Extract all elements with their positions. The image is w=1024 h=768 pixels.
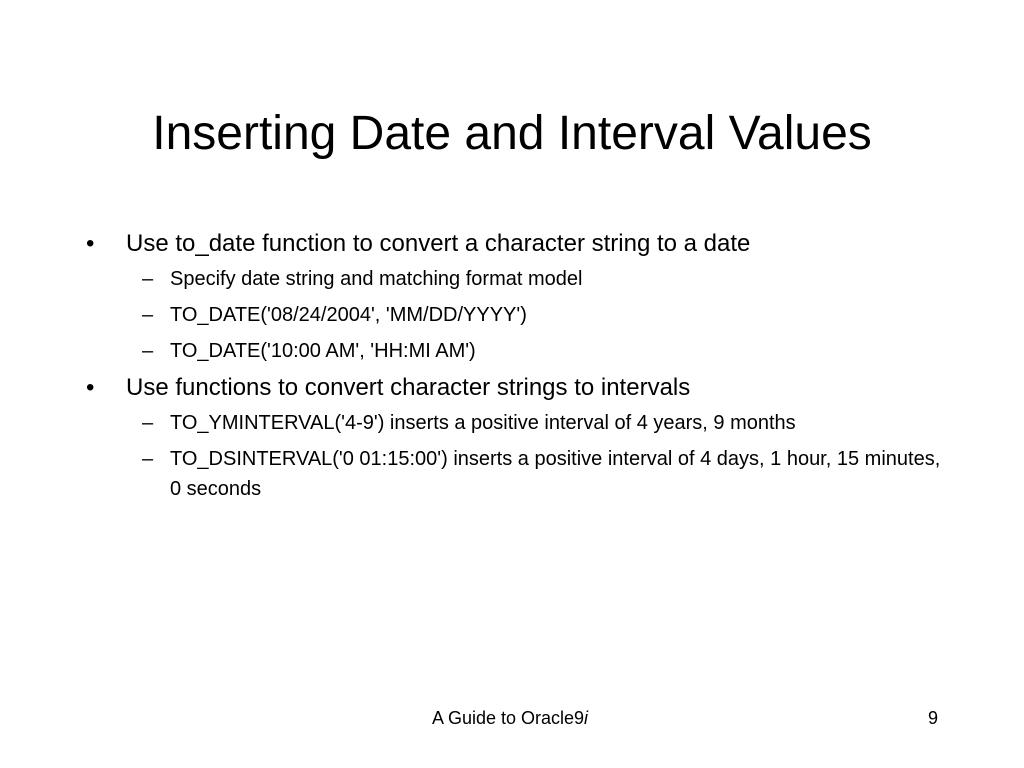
sub-bullet-text: TO_YMINTERVAL('4-9') inserts a positive interval of 4 years, 9 months [170,412,796,434]
slide-title: Inserting Date and Interval Values [152,107,872,160]
sub-bullet-item [86,264,956,294]
bullet-icon: • [86,374,95,401]
dash-icon: – [142,412,154,434]
dash-icon: – [142,340,154,362]
sub-bullet-item [86,300,956,330]
bullet-text: Use to_date function to convert a character string to a date [126,230,751,257]
page-number: 9 [927,708,938,728]
sub-bullet-item [86,408,956,438]
sub-bullet-item [86,444,956,504]
bullet-list [86,228,956,510]
dash-icon: – [142,268,154,290]
bullet-item [86,372,956,404]
sub-bullet-text: TO_DSINTERVAL('0 01:15:00') inserts a positive interval of 4 days, 1 hour, 15 minutes, 0 seconds [170,448,941,500]
footer-label: A Guide to Oracle9 [431,708,585,728]
footer-italic-suffix: i [584,708,589,728]
sub-bullet-item [86,336,956,366]
dash-icon: – [142,304,154,326]
sub-bullet-text: TO_DATE('10:00 AM', 'HH:MI AM') [170,340,476,362]
bullet-text: Use functions to convert character strings to intervals [126,374,691,401]
sub-bullet-text: TO_DATE('08/24/2004', 'MM/DD/YYYY') [170,304,527,326]
bullet-item [86,228,956,260]
bullet-icon: • [86,230,95,257]
dash-icon: – [142,448,154,470]
footer-text [330,706,690,730]
sub-bullet-text: Specify date string and matching format model [170,268,583,290]
